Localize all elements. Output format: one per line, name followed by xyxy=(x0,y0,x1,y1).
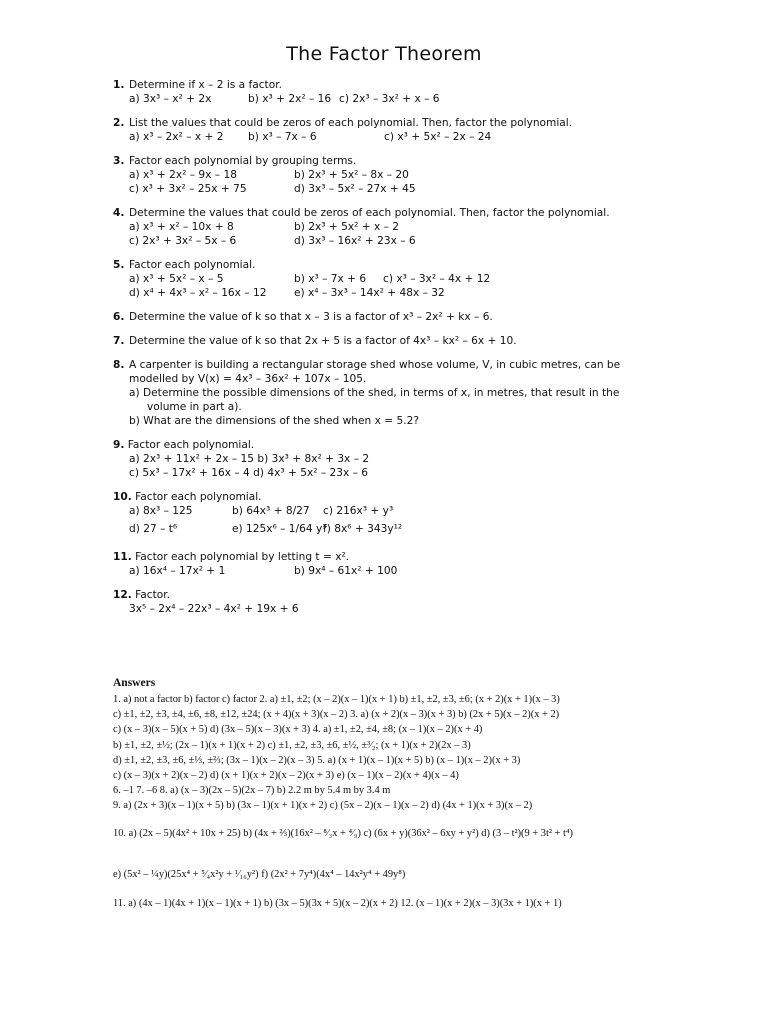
question-number: 8. xyxy=(113,359,125,371)
question-stem: Factor each polynomial by letting t = x². xyxy=(135,551,350,563)
question-stem: Determine the values that could be zeros of each polynomial. Then, factor the polynomial. xyxy=(129,207,610,219)
part-b: b) x³ – 7x – 6 xyxy=(248,131,317,143)
parts-a-b: a) 2x³ + 11x² + 2x – 15 b) 3x³ + 8x² + 3x – 2 xyxy=(129,453,370,465)
part-a-continued: volume in part a). xyxy=(147,401,242,413)
questions-list xyxy=(113,78,653,626)
part-d: d) x⁴ + 4x³ – x² – 16x – 12 xyxy=(129,287,267,299)
question-9 xyxy=(113,438,653,480)
answers-heading: Answers xyxy=(113,677,156,689)
page-title: The Factor Theorem xyxy=(286,43,482,65)
part-c: c) 2x³ + 3x² – 5x – 6 xyxy=(129,235,237,247)
question-number: 7. xyxy=(113,335,125,347)
question-stem: Factor. xyxy=(135,589,170,601)
question-10 xyxy=(113,490,653,540)
question-stem: List the values that could be zeros of each polynomial. Then, factor the polynomial. xyxy=(129,117,573,129)
part-a: a) 16x⁴ – 17x² + 1 xyxy=(129,565,226,577)
part-c: c) x³ + 3x² – 25x + 75 xyxy=(129,183,247,195)
answer-line: 10. a) (2x – 5)(4x² + 10x + 25) b) (4x + ⅔)(16x² – ⁸⁄₃x + ⁴⁄₉) c) (6x + y)(36x² – 6xy + y²) d) (3 – t²)(9 + 3t² + t⁴) xyxy=(113,827,573,839)
part-a: a) 3x³ – x² + 2x xyxy=(129,93,212,105)
question-stem-line: modelled by V(x) = 4x³ – 36x² + 107x – 105. xyxy=(129,373,367,385)
question-1 xyxy=(113,78,653,106)
question-number: 12. xyxy=(113,589,132,601)
part-b: b) 2x³ + 5x² – 8x – 20 xyxy=(294,169,409,181)
part-d: d) 3x³ – 5x² – 27x + 45 xyxy=(294,183,416,195)
question-stem: Factor each polynomial. xyxy=(129,259,256,271)
answer-line: 6. –1 7. –6 8. a) (x – 3)(2x – 5)(2x – 7) b) 2.2 m by 5.4 m by 3.4 m xyxy=(113,785,391,797)
part-a: a) x³ + x² – 10x + 8 xyxy=(129,221,234,233)
question-stem: Determine if x – 2 is a factor. xyxy=(129,79,282,91)
question-number: 3. xyxy=(113,155,125,167)
question-number: 10. xyxy=(113,491,132,503)
question-number: 11. xyxy=(113,551,132,563)
part-b: b) 64x³ + 8/27 xyxy=(232,505,310,517)
question-3 xyxy=(113,154,653,196)
part-f: f) 8x⁶ + 343y¹² xyxy=(323,523,403,535)
part-a: a) 8x³ – 125 xyxy=(129,505,193,517)
part-b: b) What are the dimensions of the shed when x = 5.2? xyxy=(129,415,419,427)
part-a: a) x³ – 2x² – x + 2 xyxy=(129,131,224,143)
answer-line: 1. a) not a factor b) factor c) factor 2. a) ±1, ±2; (x – 2)(x – 1)(x + 1) b) ±1, ±2, ±3, ±6; (x + 2)(x + 1)(x – 3) xyxy=(113,694,560,705)
question-number: 1. xyxy=(113,79,125,91)
part-b: b) x³ – 7x + 6 xyxy=(294,273,367,285)
question-11 xyxy=(113,550,653,578)
answer-line: 9. a) (2x + 3)(x – 1)(x + 5) b) (3x – 1)(x + 1)(x + 2) c) (5x – 2)(x – 1)(x – 2) d) (4x + 1)(x + 3)(x – 2) xyxy=(113,800,533,812)
question-8 xyxy=(113,358,653,428)
answer-line: c) (x – 3)(x + 2)(x – 2) d) (x + 1)(x + 2)(x – 2)(x + 3) e) (x – 1)(x – 2)(x + 4)(x – 4) xyxy=(113,770,459,782)
question-7 xyxy=(113,334,653,348)
question-4 xyxy=(113,206,653,248)
question-12 xyxy=(113,588,653,616)
question-5 xyxy=(113,258,653,300)
part-c: c) 216x³ + y³ xyxy=(323,505,394,517)
polynomial: 3x⁵ – 2x⁴ – 22x³ – 4x² + 19x + 6 xyxy=(129,603,299,615)
part-b: b) 2x³ + 5x² + x – 2 xyxy=(294,221,400,233)
part-c: c) x³ + 5x² – 2x – 24 xyxy=(384,131,492,143)
part-a: a) x³ + 5x² – x – 5 xyxy=(129,273,224,285)
part-c: c) 2x³ – 3x² + x – 6 xyxy=(339,93,440,105)
answer-line: e) (5x² – ¼y)(25x⁴ + ⁵⁄₄x²y + ¹⁄₁₆y²) f) (2x² + 7y⁴)(4x⁴ – 14x²y⁴ + 49y⁸) xyxy=(113,868,406,880)
part-d: d) 27 – t⁶ xyxy=(129,523,178,535)
part-b: b) 9x⁴ – 61x² + 100 xyxy=(294,565,398,577)
part-c: c) x³ – 3x² – 4x + 12 xyxy=(383,273,491,285)
answer-line: 11. a) (4x – 1)(4x + 1)(x – 1)(x + 1) b) (3x – 5)(3x + 5)(x – 2)(x + 2) 12. (x – 1)(x + 2)(x – 3)(3x + 1)(x + 1) xyxy=(113,897,562,909)
part-b: b) x³ + 2x² – 16 xyxy=(248,93,332,105)
question-2 xyxy=(113,116,653,144)
question-number: 4. xyxy=(113,207,125,219)
question-stem: Determine the value of k so that 2x + 5 is a factor of 4x³ – kx² – 6x + 10. xyxy=(129,335,517,347)
part-e: e) 125x⁶ – 1/64 y³ xyxy=(232,523,327,535)
question-stem: Factor each polynomial. xyxy=(135,491,262,503)
answer-line: c) (x – 3)(x – 5)(x + 5) d) (3x – 5)(x – 3)(x + 3) 4. a) ±1, ±2, ±4, ±8; (x – 1)(x – 2)(x + 4) xyxy=(113,724,483,736)
question-number: 2. xyxy=(113,117,125,129)
answers-list xyxy=(113,692,673,911)
part-d: d) 3x³ – 16x² + 23x – 6 xyxy=(294,235,416,247)
part-a: a) Determine the possible dimensions of the shed, in terms of x, in metres, that result in the xyxy=(129,387,620,399)
part-a: a) x³ + 2x² – 9x – 18 xyxy=(129,169,237,181)
part-e: e) x⁴ – 3x³ – 14x² + 48x – 32 xyxy=(294,287,445,299)
question-stem: Factor each polynomial. xyxy=(127,439,255,451)
parts-c-d: c) 5x³ – 17x² + 16x – 4 d) 4x³ + 5x² – 23x – 6 xyxy=(129,467,369,479)
answer-line: b) ±1, ±2, ±½; (2x – 1)(x + 1)(x + 2) c) ±1, ±2, ±3, ±6, ±½, ±³⁄₂; (x + 1)(x + 2)(2x – 3) xyxy=(113,739,471,751)
question-number: 6. xyxy=(113,311,125,323)
question-6 xyxy=(113,310,653,324)
question-stem: Determine the value of k so that x – 3 is a factor of x³ – 2x² + kx – 6. xyxy=(129,311,493,323)
answer-line: d) ±1, ±2, ±3, ±6, ±⅓, ±⅔; (3x – 1)(x – 2)(x – 3) 5. a) (x + 1)(x – 1)(x + 5) b) (x – 1)(x – 2)(x + 3) xyxy=(113,754,521,766)
question-number: 9. xyxy=(113,439,125,451)
answer-line: c) ±1, ±2, ±3, ±4, ±6, ±8, ±12, ±24; (x + 4)(x + 3)(x – 2) 3. a) (x + 2)(x – 3)(x + 3) b) (2x + 5)(x – 2)(x + 2) xyxy=(113,709,560,721)
question-stem: Factor each polynomial by grouping terms. xyxy=(129,155,357,167)
question-stem-line: A carpenter is building a rectangular storage shed whose volume, V, in cubic metres, can be xyxy=(129,359,621,371)
question-number: 5. xyxy=(113,259,125,271)
